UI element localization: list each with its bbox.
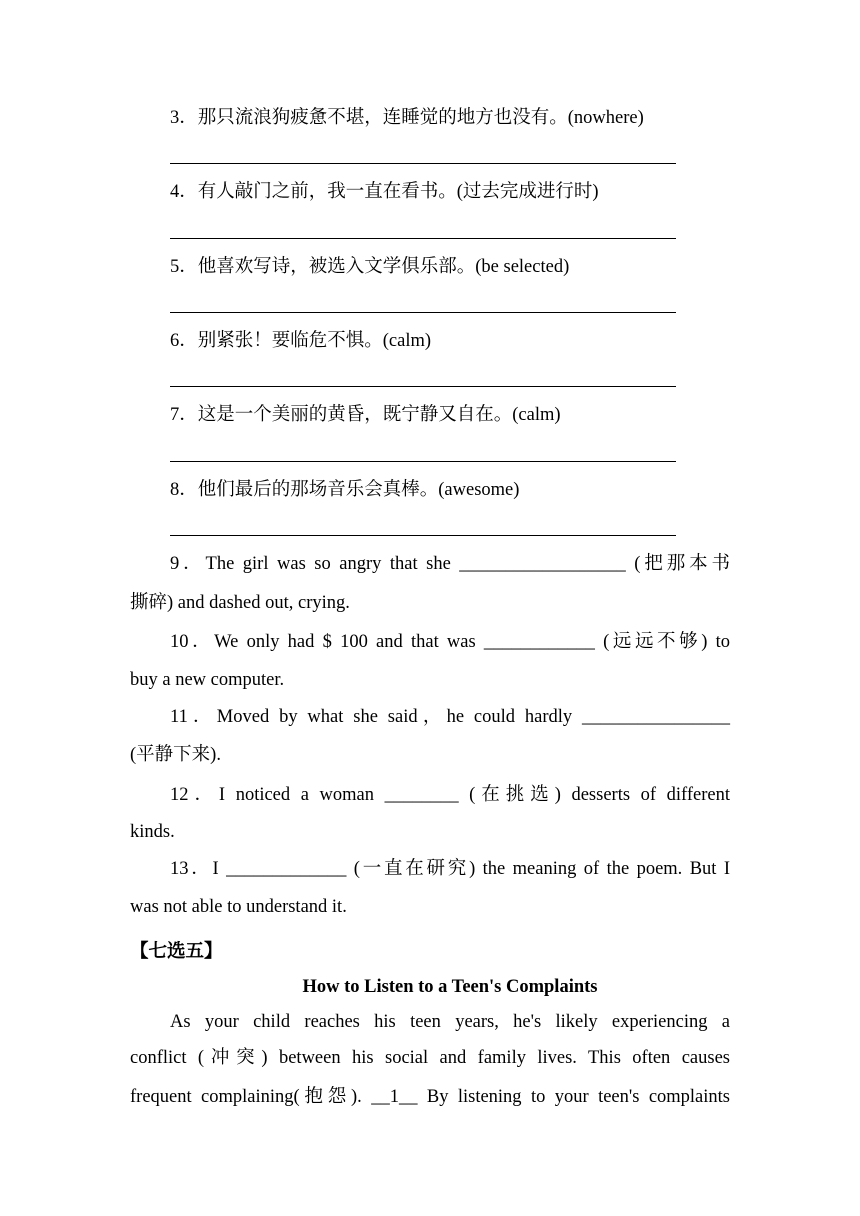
translation-item-8: 8．他们最后的那场音乐会真棒。(awesome)	[170, 480, 520, 500]
translation-item-5: 5．他喜欢写诗，被选入文学俱乐部。(be selected)	[170, 257, 570, 277]
answer-line-4[interactable]	[170, 238, 676, 239]
translation-item-4: 4．有人敲门之前，我一直在看书。(过去完成进行时)	[170, 182, 599, 202]
section-header: 【七选五】	[130, 942, 223, 962]
answer-line-8[interactable]	[170, 535, 676, 536]
answer-line-7[interactable]	[170, 461, 676, 462]
passage-line-2: conflict (冲突) between his social and family lives. This often causes	[130, 1048, 730, 1068]
fill-item-10-line1: 10．We only had $ 100 and that was ____________ (远远不够) to	[170, 632, 730, 652]
fill-item-11-line2: (平静下来).	[130, 745, 221, 765]
fill-item-11-line1: 11．Moved by what she said，he could hardly ________________	[170, 707, 730, 727]
translation-item-6: 6．别紧张！要临危不惧。(calm)	[170, 331, 432, 351]
fill-item-13-line2: was not able to understand it.	[130, 897, 347, 917]
fill-item-12-line2: kinds.	[130, 822, 175, 842]
translation-item-7: 7．这是一个美丽的黄昏，既宁静又自在。(calm)	[170, 405, 561, 425]
fill-item-13-line1: 13．I _____________ (一直在研究) the meaning of the poem. But I	[170, 859, 730, 879]
translation-item-3: 3．那只流浪狗疲惫不堪，连睡觉的地方也没有。(nowhere)	[170, 108, 644, 128]
passage-line-3: frequent complaining(抱怨). __1__ By listening to your teen's complaints	[130, 1087, 730, 1107]
passage-title: How to Listen to a Teen's Complaints	[302, 977, 598, 997]
answer-line-5[interactable]	[170, 312, 676, 313]
answer-line-6[interactable]	[170, 386, 676, 387]
answer-line-3[interactable]	[170, 163, 676, 164]
fill-item-12-line1: 12．I noticed a woman ________ (在挑选) desserts of different	[170, 785, 730, 805]
fill-item-10-line2: buy a new computer.	[130, 670, 285, 690]
fill-item-9-line2: 撕碎) and dashed out, crying.	[130, 593, 350, 613]
passage-line-1: As your child reaches his teen years, he's likely experiencing a	[170, 1012, 730, 1032]
fill-item-9-line1: 9．The girl was so angry that she __________________ (把那本书	[170, 554, 730, 574]
